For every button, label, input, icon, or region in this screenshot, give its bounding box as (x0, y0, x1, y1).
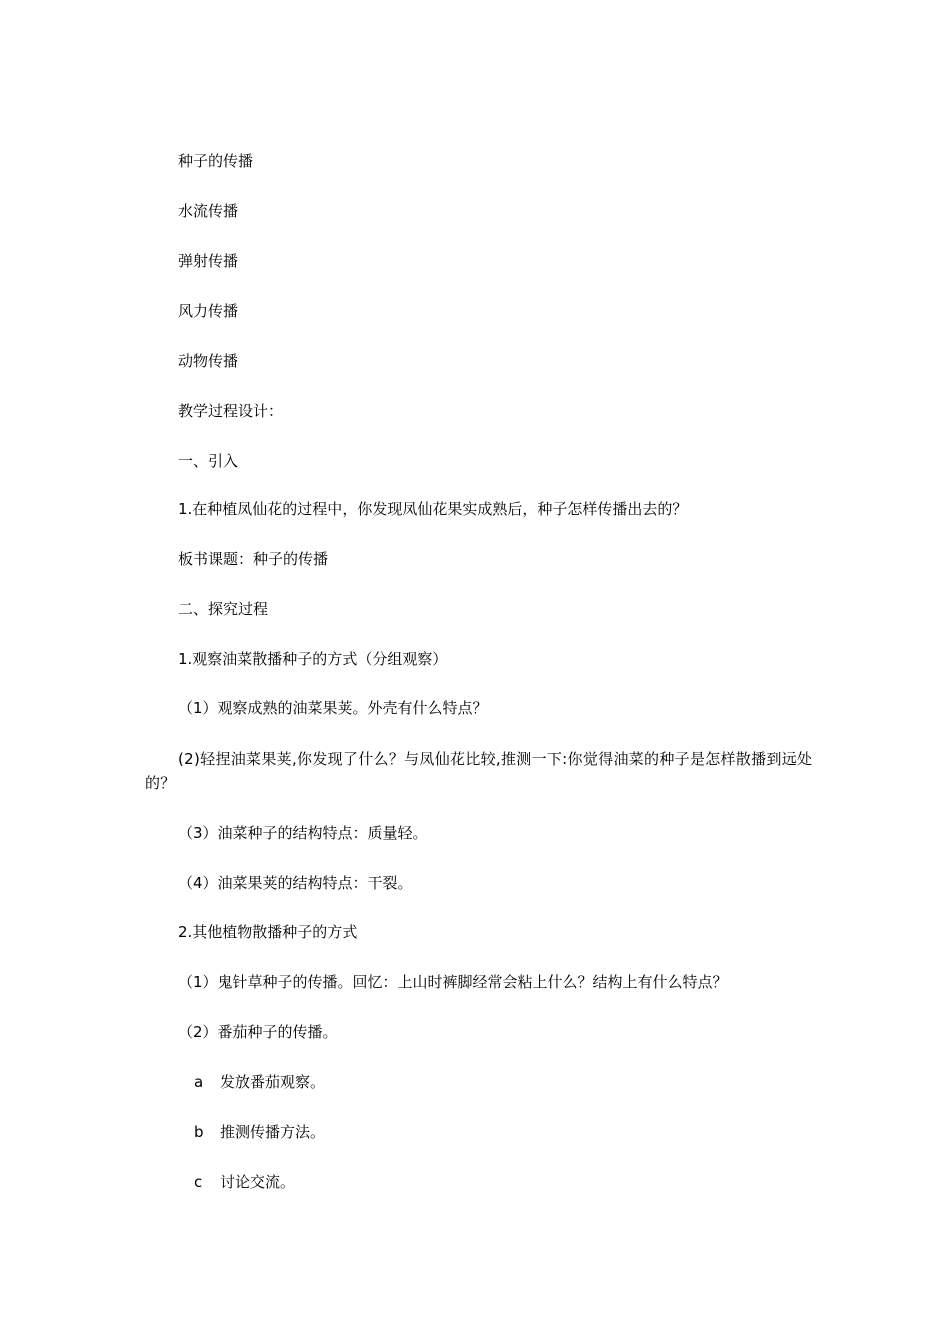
list-text: 讨论交流。 (220, 1173, 296, 1191)
text-water-dispersal: 水流传播 (178, 202, 239, 220)
inquiry-step-1: （1）观察成熟的油菜果荚。外壳有什么特点？ (178, 699, 488, 717)
heading-seed-dispersal: 种子的传播 (178, 152, 254, 170)
text-ejection-dispersal: 弹射传播 (178, 252, 239, 270)
text-animal-dispersal: 动物传播 (178, 352, 239, 370)
inquiry-item-2: 2.其他植物散播种子的方式 (178, 923, 358, 941)
list-marker: a (194, 1073, 204, 1091)
inquiry-item-1: 1.观察油菜散播种子的方式（分组观察） (178, 650, 448, 668)
section-inquiry: 二、探究过程 (178, 600, 269, 618)
board-title: 板书课题：种子的传播 (178, 550, 329, 568)
list-text: 发放番茄观察。 (220, 1073, 326, 1091)
list-marker: b (194, 1123, 204, 1141)
list-marker: c (194, 1173, 203, 1191)
other-plants-step-1: （1）鬼针草种子的传播。回忆：上山时裤脚经常会粘上什么？结构上有什么特点？ (178, 973, 728, 991)
inquiry-step-2: (2)轻捏油菜果荚,你发现了什么？与凤仙花比较,推测一下:你觉得油菜的种子是怎样散播到远处的？ (145, 750, 813, 792)
question-1: 1.在种植凤仙花的过程中，你发现凤仙花果实成熟后，种子怎样传播出去的？ (178, 500, 688, 518)
text-wind-dispersal: 风力传播 (178, 302, 239, 320)
section-introduction: 一、引入 (178, 452, 239, 470)
other-plants-step-2: （2）番茄种子的传播。 (178, 1023, 338, 1041)
inquiry-step-4: （4）油菜果荚的结构特点：干裂。 (178, 874, 413, 892)
heading-teaching-process: 教学过程设计： (178, 402, 284, 420)
list-text: 推测传播方法。 (220, 1123, 326, 1141)
inquiry-step-3: （3）油菜种子的结构特点：质量轻。 (178, 824, 428, 842)
